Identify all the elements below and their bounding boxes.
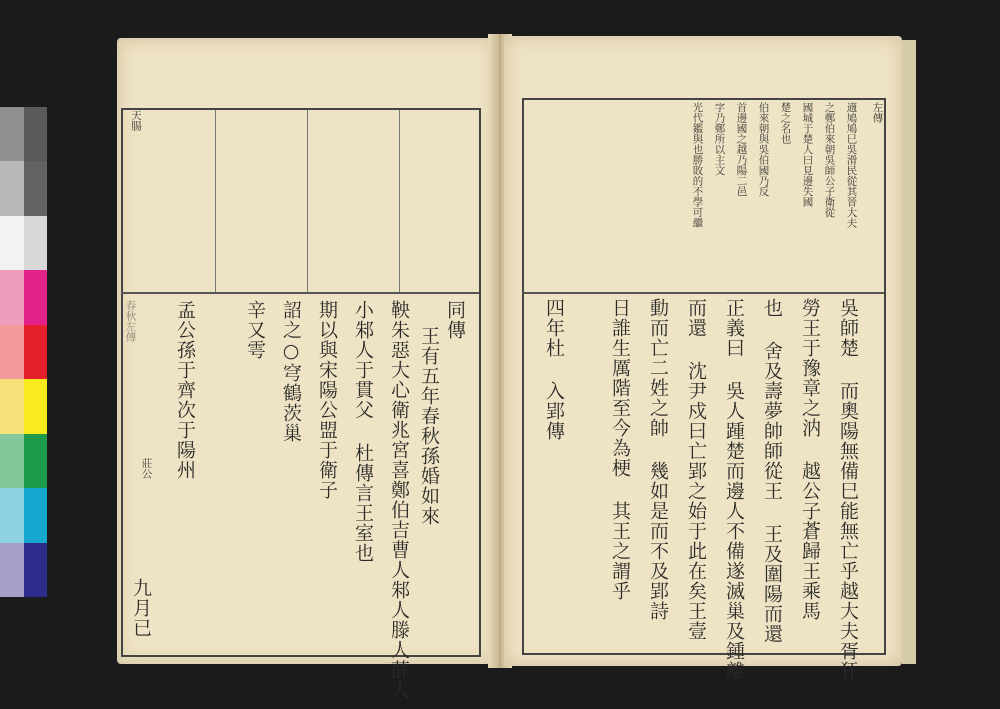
- text-column: 動而亡二姓之帥 幾如是而不及郢詩: [647, 298, 669, 621]
- note-column: 適鳩鳩巳吳滑民從其晉大夫: [845, 102, 858, 228]
- right-page: [504, 36, 902, 681]
- text-column: 孟公孫于齊次于陽州: [174, 300, 196, 480]
- note-column: 光代鑑與也勝敗的不學可繼: [691, 102, 704, 228]
- text-column: 日誰生厲階至今為梗 其王之謂乎: [609, 298, 631, 601]
- right-section-divider: [522, 292, 884, 294]
- color-swatch: [24, 434, 48, 488]
- color-swatch: [0, 543, 24, 597]
- text-column: 勞王于豫章之汭 越公子蒼歸王乘馬: [799, 298, 821, 621]
- text-column: 而還 沈尹戍曰亡郢之始于此在矣王壹: [685, 298, 707, 641]
- section-header: 莊公: [140, 458, 153, 479]
- color-swatch: [24, 488, 48, 542]
- color-swatch: [24, 216, 48, 270]
- color-swatch: [24, 270, 48, 324]
- text-column: 同傳: [444, 300, 466, 340]
- color-swatch: [0, 434, 24, 488]
- color-swatch: [24, 543, 48, 597]
- text-column: 也 舍及壽夢帥師從王 王及圍陽而還: [761, 298, 783, 644]
- text-column: 鞅朱惡大心衛兆宮喜鄭伯吉曹人邾人滕人薛人: [388, 300, 410, 700]
- note-column: 之鄭伯來朝吳師公子衛從: [823, 102, 836, 218]
- text-column: 正義曰 吳人踵楚而邊人不備遂滅巢及鍾離: [723, 298, 745, 681]
- color-swatch: [0, 161, 24, 215]
- note-column: 楚之名也: [779, 102, 792, 144]
- text-column: 九月已: [130, 578, 152, 638]
- left-column-rule: [215, 110, 216, 292]
- color-swatch: [0, 325, 24, 379]
- color-swatch: [0, 216, 24, 270]
- color-swatch: [0, 488, 24, 542]
- text-column: 詔之○穹鶴茨巢: [280, 300, 302, 443]
- left-top-header: 天腸: [130, 110, 142, 131]
- color-swatch: [24, 161, 48, 215]
- left-column-rule: [399, 110, 400, 292]
- right-header-tag: 左傳: [871, 102, 884, 123]
- left-column-rule: [307, 110, 308, 292]
- color-swatch: [0, 270, 24, 324]
- note-column: 伯來朝與吳伯國乃反: [757, 102, 770, 197]
- color-calibration-card: [0, 107, 47, 597]
- color-swatch: [0, 107, 24, 161]
- text-column: 小邾人于貫父 杜傳言王室也: [352, 300, 374, 563]
- color-swatch: [0, 379, 24, 433]
- text-column: 辛又雩: [244, 300, 266, 360]
- color-swatch: [24, 379, 48, 433]
- book-title-margin: 春秋左傳: [124, 300, 137, 342]
- text-column: 吳師楚 而奧陽無備巳能無亡乎越大夫胥犴: [837, 298, 859, 681]
- note-column: 字乃鄭所以主文: [713, 102, 726, 176]
- left-page: [117, 38, 495, 700]
- text-column: 四年杜 入郢傳: [543, 298, 565, 441]
- color-swatch: [24, 107, 48, 161]
- text-column: 期以與宋陽公盟于衛子: [316, 300, 338, 500]
- color-swatch: [24, 325, 48, 379]
- note-column: 首邊國之越乃陽二邑: [735, 102, 748, 197]
- page-stack-edge: [902, 40, 916, 664]
- note-column: 國城于楚人曰見邊失國: [801, 102, 814, 207]
- left-section-divider: [121, 292, 479, 294]
- text-column: 王有五年春秋孫婚如來: [418, 326, 440, 526]
